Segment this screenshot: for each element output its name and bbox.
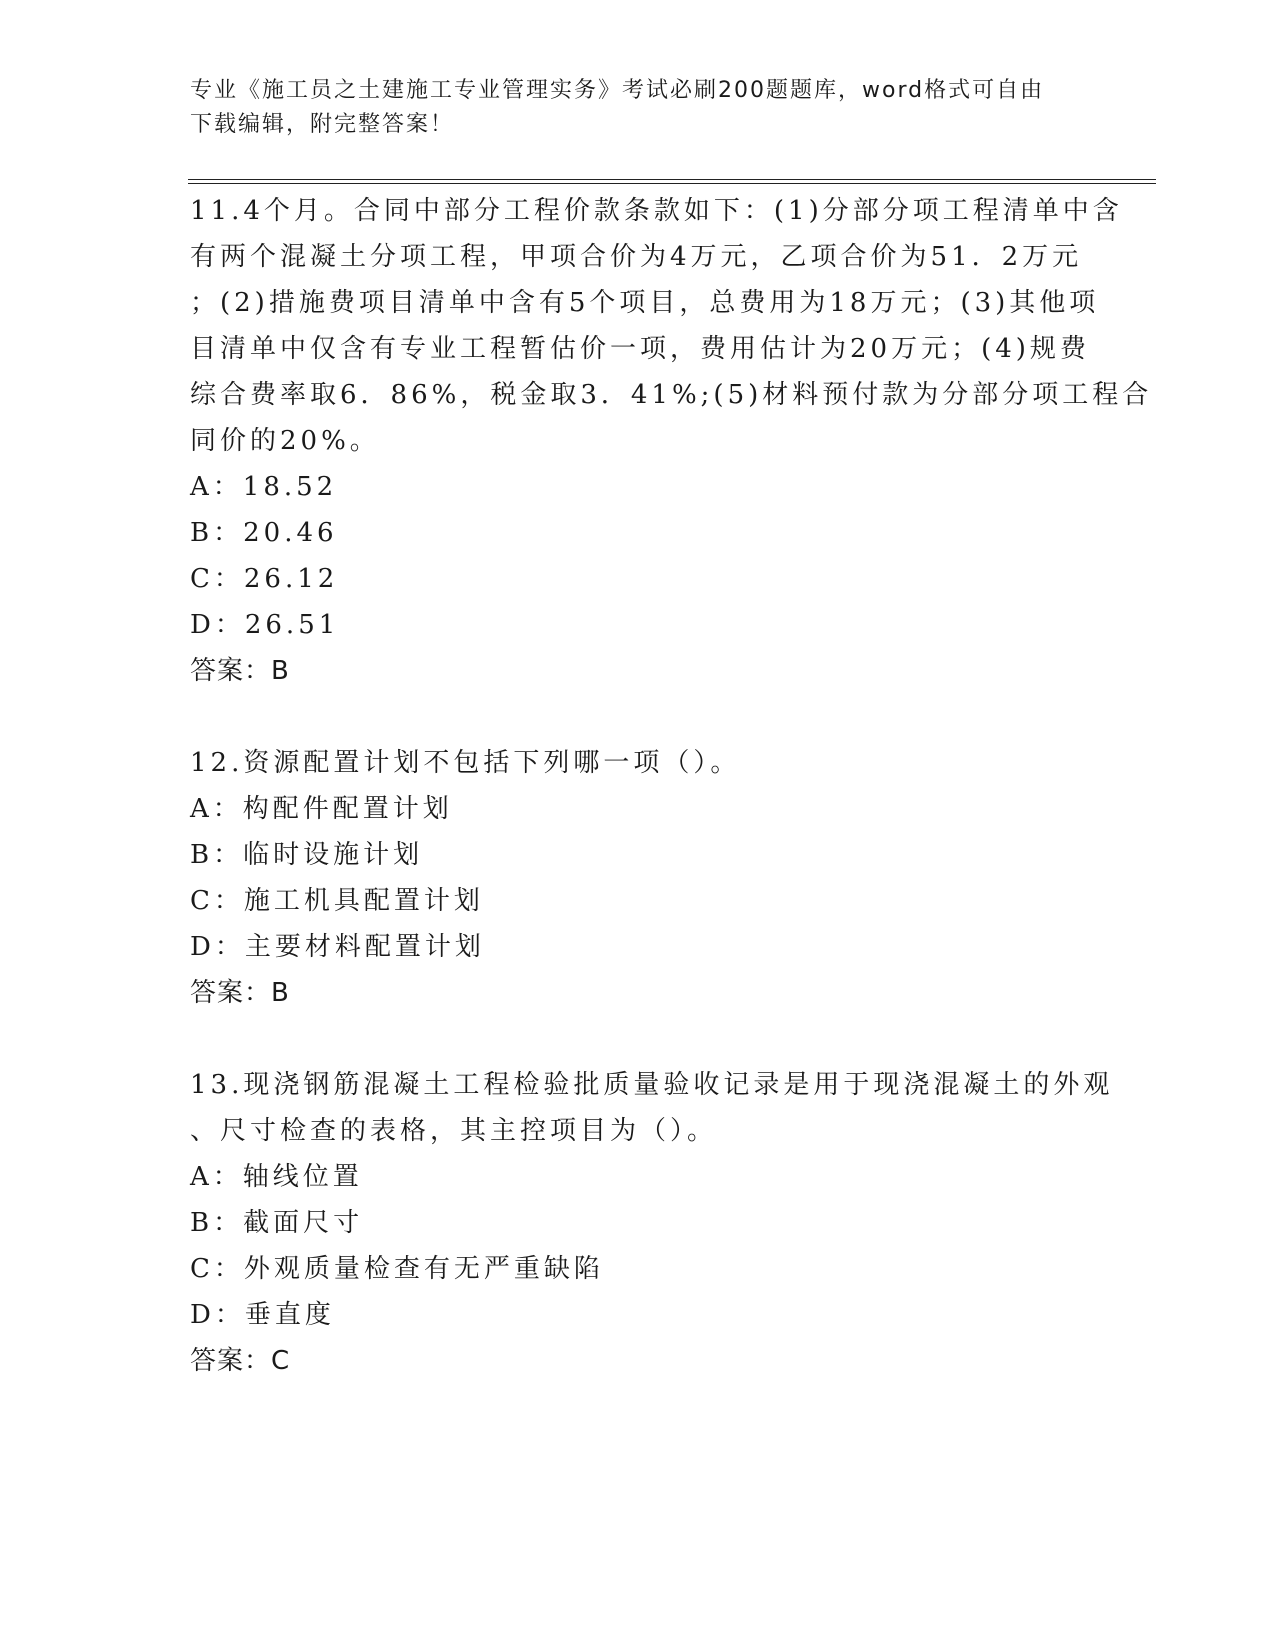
question-spacer bbox=[190, 694, 1090, 740]
question-stem-line: 目清单中仅含有专业工程暂估价一项，费用估计为20万元；(4)规费 bbox=[190, 334, 1090, 364]
option-a: A：构配件配置计划 bbox=[190, 794, 453, 824]
option-d: D：垂直度 bbox=[190, 1300, 335, 1330]
option-c: C：外观质量检查有无严重缺陷 bbox=[190, 1254, 604, 1284]
question-12 bbox=[190, 740, 1090, 1016]
question-stem-line: 11.4个月。合同中部分工程价款条款如下：(1)分部分项工程清单中含 bbox=[190, 196, 1123, 226]
option-d: D：主要材料配置计划 bbox=[190, 932, 485, 962]
option-b: B：截面尺寸 bbox=[190, 1208, 364, 1238]
question-stem-line: 综合费率取6．86%，税金取3．41%;(5)材料预付款为分部分项工程合 bbox=[190, 380, 1153, 410]
option-a: A：轴线位置 bbox=[190, 1162, 363, 1192]
option-b: B：20.46 bbox=[190, 518, 338, 548]
option-b: B：临时设施计划 bbox=[190, 840, 424, 870]
header-line-1: 专业《施工员之土建施工专业管理实务》考试必刷200题题库，word格式可自由 bbox=[190, 78, 1045, 103]
question-stem-line: 13.现浇钢筋混凝土工程检验批质量验收记录是用于现浇混凝土的外观 bbox=[190, 1070, 1114, 1100]
option-a: A：18.52 bbox=[190, 472, 338, 502]
header-divider-bottom bbox=[188, 183, 1156, 184]
question-stem-line: 、尺寸检查的表格，其主控项目为（）。 bbox=[190, 1116, 718, 1146]
question-stem-line: 同价的20%。 bbox=[190, 426, 380, 456]
answer-line: 答案：B bbox=[190, 656, 290, 686]
option-c: C：26.12 bbox=[190, 564, 339, 594]
option-d: D：26.51 bbox=[190, 610, 340, 640]
answer-line: 答案：B bbox=[190, 978, 290, 1008]
question-list bbox=[190, 188, 1153, 1384]
answer-line: 答案：C bbox=[190, 1346, 291, 1376]
page-header bbox=[190, 74, 1090, 142]
question-13 bbox=[190, 1062, 1114, 1384]
header-divider-top bbox=[188, 179, 1156, 180]
header-line-2: 下载编辑，附完整答案！ bbox=[190, 112, 455, 137]
question-stem-line: ；(2)措施费项目清单中含有5个项目，总费用为18万元；(3)其他项 bbox=[190, 288, 1100, 318]
question-11 bbox=[190, 188, 1153, 694]
question-stem-line: 12.资源配置计划不包括下列哪一项（）。 bbox=[190, 748, 741, 778]
question-spacer bbox=[190, 1016, 1090, 1062]
option-c: C：施工机具配置计划 bbox=[190, 886, 484, 916]
question-stem-line: 有两个混凝土分项工程，甲项合价为4万元，乙项合价为51．2万元 bbox=[190, 242, 1083, 272]
